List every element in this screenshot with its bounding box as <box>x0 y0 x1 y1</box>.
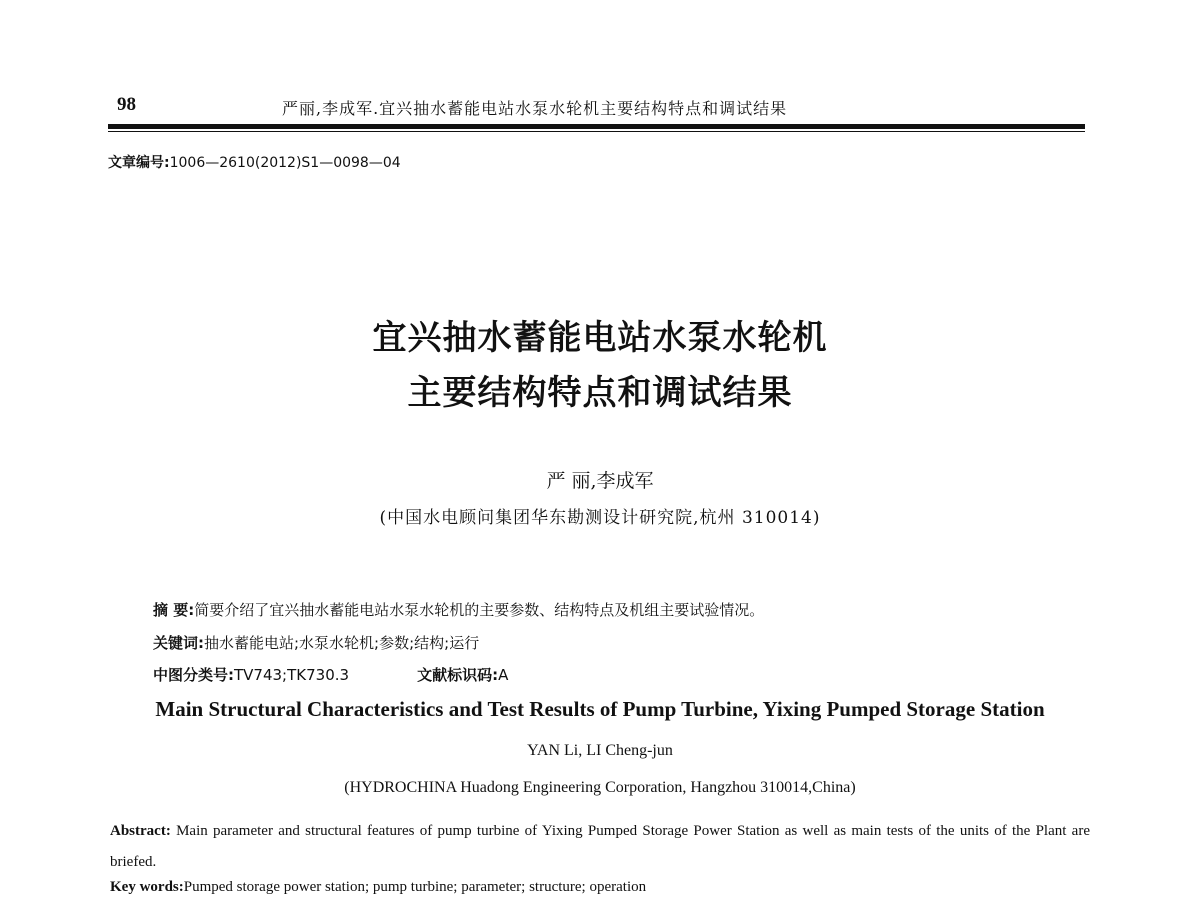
abstract-en-text: Main parameter and structural features of pump turbine of Yixing Pumped Storage Power Station as well as main tests of the units of the Plant are briefed. <box>110 823 1090 870</box>
keywords-cn-text: 抽水蓄能电站;水泵水轮机;参数;结构;运行 <box>204 634 480 652</box>
paper-title-line-2: 主要结构特点和调试结果 <box>407 373 793 413</box>
doc-code-value: A <box>498 666 509 684</box>
abstract-cn <box>153 599 764 620</box>
keywords-cn <box>153 632 479 653</box>
abstract-cn-text: 简要介绍了宜兴抽水蓄能电站水泵水轮机的主要参数、结构特点及机组主要试验情况。 <box>194 601 765 619</box>
abstract-en-label: Abstract: <box>110 823 171 839</box>
affiliation-en: (HYDROCHINA Huadong Engineering Corporation, Hangzhou 310014,China) <box>344 779 856 796</box>
page-number: 98 <box>117 94 136 115</box>
article-number-value: 1006—2610(2012)S1—0098—04 <box>169 155 401 171</box>
authors-en: YAN Li, LI Cheng-jun <box>527 742 673 759</box>
abstract-en <box>110 816 1090 878</box>
keywords-cn-label: 关键词: <box>153 634 204 652</box>
header-rule-thick <box>108 124 1085 129</box>
clc-label: 中图分类号: <box>153 666 234 684</box>
article-number <box>108 152 401 172</box>
clc-value: TV743;TK730.3 <box>234 666 350 684</box>
doc-code-label: 文献标识码: <box>417 666 499 684</box>
article-number-label: 文章编号: <box>108 155 170 171</box>
keywords-en <box>110 879 646 896</box>
classification-line <box>153 664 508 685</box>
keywords-en-text: Pumped storage power station; pump turbine; parameter; structure; operation <box>183 879 647 895</box>
affiliation-cn: (中国水电顾问集团华东勘测设计研究院,杭州 310014) <box>379 508 821 528</box>
paper-title-en: Main Structural Characteristics and Test Results of Pump Turbine, Yixing Pumped Storage Station <box>155 697 1045 721</box>
authors-cn: 严 丽,李成军 <box>546 470 654 492</box>
header-rule-thin <box>108 131 1085 132</box>
keywords-en-label: Key words: <box>110 879 184 895</box>
abstract-cn-label: 摘 要: <box>153 601 195 619</box>
running-title: 严丽,李成军.宜兴抽水蓄能电站水泵水轮机主要结构特点和调试结果 <box>282 99 788 118</box>
paper-title-line-1: 宜兴抽水蓄能电站水泵水轮机 <box>372 318 828 358</box>
